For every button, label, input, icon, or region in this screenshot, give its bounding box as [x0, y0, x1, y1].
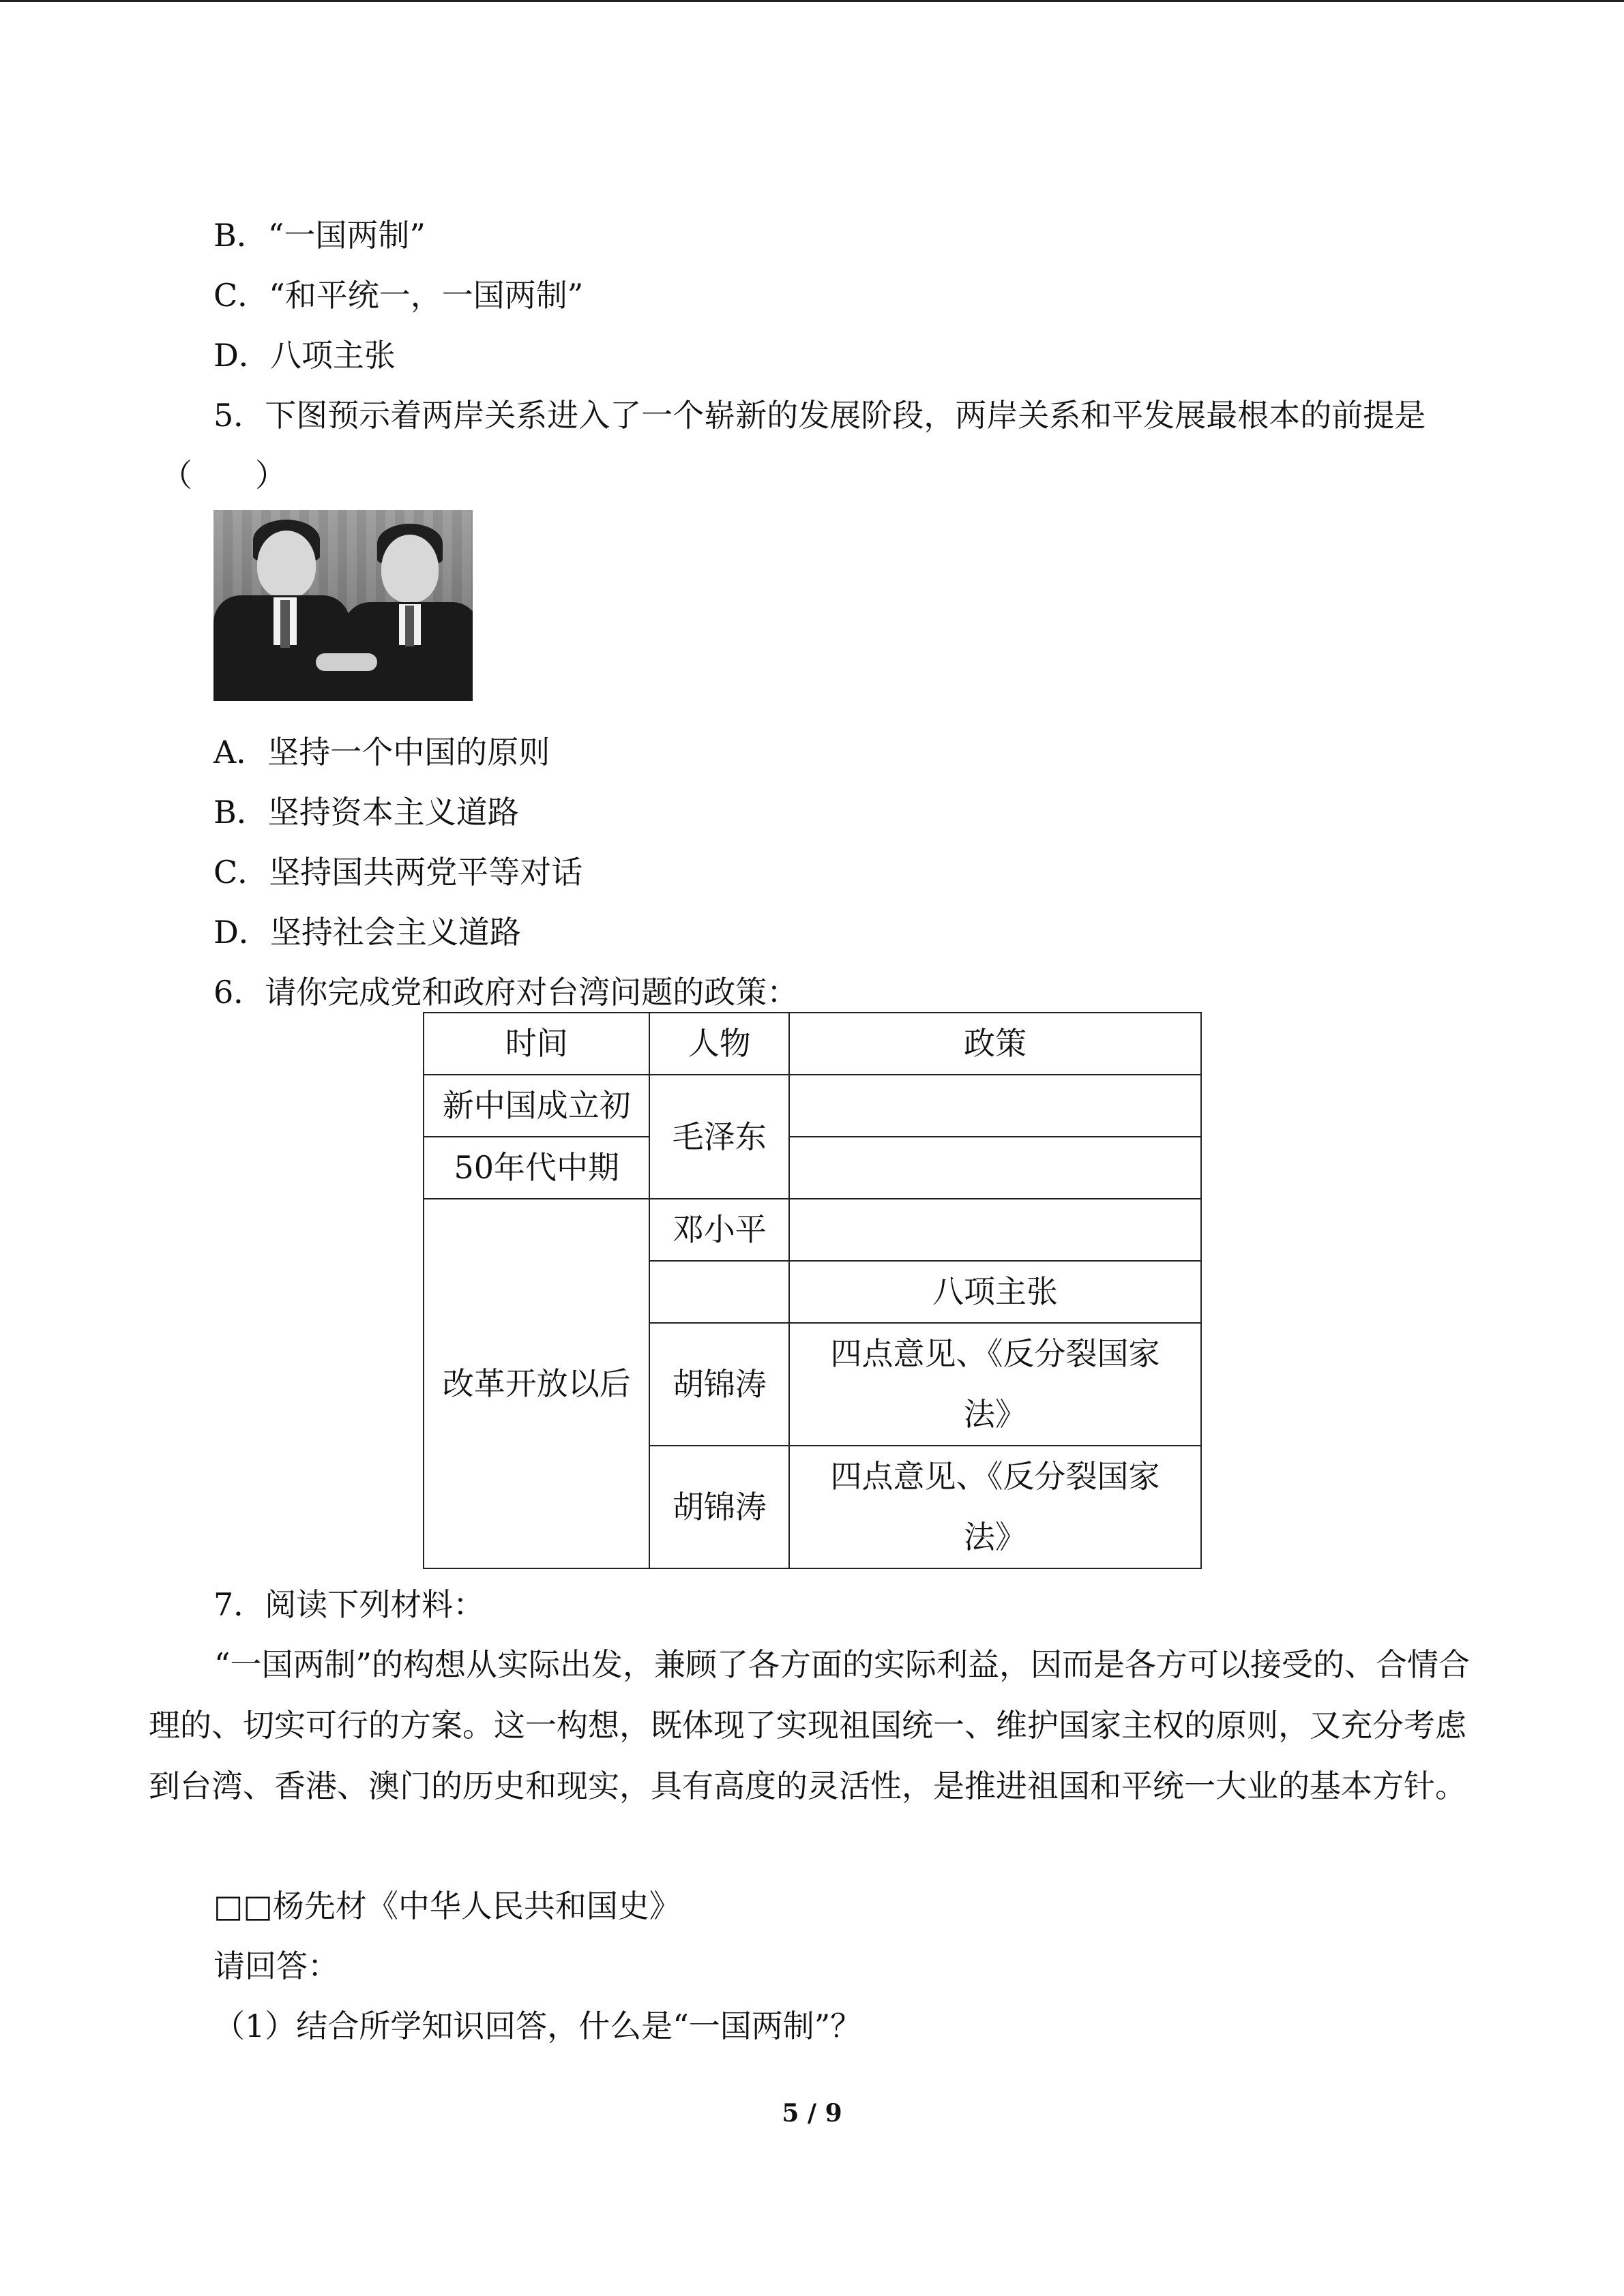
time-50s: 50年代中期 — [424, 1137, 649, 1199]
q5-option-a: A．坚持一个中国的原则 — [213, 734, 550, 771]
table-row — [424, 1137, 1201, 1199]
time-early: 新中国成立初 — [424, 1075, 649, 1137]
handshake-photo — [213, 510, 473, 701]
person-deng: 邓小平 — [649, 1199, 789, 1261]
q7-sub1: （1）结合所学知识回答，什么是“一国两制”？ — [213, 2008, 862, 2044]
q7-stem: 7．阅读下列材料： — [213, 1586, 485, 1623]
policy-blank-1[interactable] — [789, 1075, 1201, 1137]
person-blank[interactable] — [649, 1261, 789, 1323]
policy-blank-3[interactable] — [789, 1199, 1201, 1261]
q7-source: □□杨先材《中华人民共和国史》 — [213, 1888, 681, 1924]
header-policy: 政策 — [789, 1013, 1201, 1075]
q5-option-b: B．坚持资本主义道路 — [213, 794, 519, 831]
policy-table — [423, 1012, 1202, 1569]
q7-prompt: 请回答： — [213, 1948, 339, 1984]
q5-option-d: D．坚持社会主义道路 — [213, 914, 521, 951]
header-person: 人物 — [649, 1013, 789, 1075]
q7-material: “一国两制”的构想从实际出发，兼顾了各方面的实际利益，因而是各方可以接受的、合情合理的、切实可行的方案。这一构想，既体现了实现祖国统一、维护国家主权的原则，又充分考虑到台湾、香港、澳门的历史和现实，具有高度的灵活性，是推进祖国和平统一大业的基本方针。 — [149, 1646, 1471, 1804]
q4-option-c: C．“和平统一，一国两制” — [213, 277, 584, 314]
policy-hu-1 — [789, 1323, 1201, 1446]
header-time: 时间 — [424, 1013, 649, 1075]
q5-stem: 5．下图预示着两岸关系进入了一个崭新的发展阶段，两岸关系和平发展最根本的前提是 — [213, 397, 1426, 434]
person-hu-2: 胡锦涛 — [649, 1446, 789, 1568]
time-reform: 改革开放以后 — [424, 1199, 649, 1568]
policy-hu-1-line1: 四点意见、《反分裂国家 — [830, 1335, 1160, 1372]
q5-blank: （ ） — [161, 457, 286, 494]
page-number: 5 / 9 — [782, 2099, 842, 2128]
policy-hu-2 — [789, 1446, 1201, 1568]
table-row — [424, 1075, 1201, 1137]
policy-blank-2[interactable] — [789, 1137, 1201, 1199]
policy-hu-2-line1: 四点意见、《反分裂国家 — [830, 1458, 1160, 1495]
table-row — [424, 1199, 1201, 1261]
q4-option-b: B．“一国两制” — [213, 217, 426, 254]
page-top-border — [0, 0, 1624, 2]
q5-option-c: C．坚持国共两党平等对话 — [213, 854, 583, 891]
policy-hu-2-line2: 法》 — [964, 1519, 1027, 1555]
policy-eight: 八项主张 — [789, 1261, 1201, 1323]
q4-option-d: D．八项主张 — [213, 337, 396, 374]
person-mao: 毛泽东 — [649, 1075, 789, 1199]
table-header-row — [424, 1013, 1201, 1075]
policy-hu-1-line2: 法》 — [964, 1396, 1027, 1433]
q6-stem: 6．请你完成党和政府对台湾问题的政策： — [213, 974, 799, 1011]
person-hu-1: 胡锦涛 — [649, 1323, 789, 1446]
